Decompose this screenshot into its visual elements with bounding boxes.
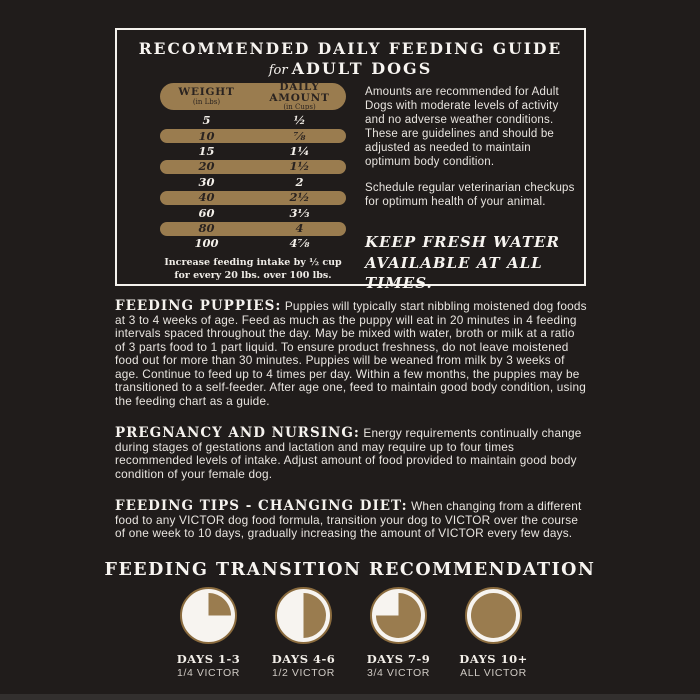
table-row — [160, 206, 346, 220]
table-row — [160, 191, 346, 205]
daily-amount-column-header: DAILY AMOUNT (in Cups) — [269, 81, 330, 111]
weight-value: 100 — [194, 236, 219, 251]
weight-value: 15 — [198, 144, 215, 159]
guide-subtitle-text: ADULT DOGS — [291, 59, 433, 78]
pie-ring — [465, 587, 522, 644]
half-pie-icon — [281, 593, 326, 638]
amount-value: 1¼ — [289, 144, 310, 159]
table-row — [160, 129, 346, 143]
guide-subtitle — [117, 59, 584, 78]
image-bottom-edge — [0, 694, 700, 700]
transition-step — [161, 587, 256, 680]
table-row — [160, 237, 346, 251]
three-quarter-pie-icon — [376, 593, 421, 638]
step-ratio-label: ALL VICTOR — [460, 666, 527, 679]
guide-subtitle-prefix: for — [268, 63, 288, 78]
pregnancy-nursing-body: Energy requirements continually change during stages of gestations and lactation and may require up to four times recommended levels of intake. Adjust amount of food provided to maintain good body condition of your female dog. — [115, 426, 582, 481]
weight-value: 20 — [198, 159, 215, 174]
feeding-tips-heading: FEEDING TIPS - CHANGING DIET: — [115, 498, 408, 514]
veterinarian-note: Schedule regular veterinarian checkups for optimum health of your animal. — [365, 182, 575, 208]
step-days-label: DAYS 4-6 — [271, 652, 336, 666]
amount-value: 1½ — [289, 159, 310, 174]
amount-value: 4⅞ — [289, 236, 310, 251]
footnote-line-1: Increase feeding intake by ½ cup — [164, 257, 342, 268]
transition-steps — [115, 587, 587, 680]
table-row — [160, 160, 346, 174]
quarter-pie-icon — [186, 593, 231, 638]
info-sections — [115, 300, 587, 541]
table-row — [160, 145, 346, 159]
feeding-puppies-body: Puppies will typically start nibbling moistened dog foods at 3 to 4 weeks of age. Feed as much as the puppy will eat in 20 minutes in 4 feeding intervals spaced throughout the day. May be mixed with water, broth or milk at a ratio of 3 parts food to 1 part liquid. To ensure product freshness, do not leave moistened food out for more than 30 minutes. Puppies will be weaned from milk by 3 weeks of age. Continue to feed up to 4 times per day. Within a few months, the puppies may be transitioned to a self-feeder. After age one, feed to maintain good body condition, using the feeding chart as a guide. — [115, 299, 587, 408]
feeding-table-rows — [160, 114, 346, 253]
step-ratio-label: 1/4 VICTOR — [177, 666, 240, 679]
fresh-water-notice — [365, 232, 600, 294]
pie-ring — [370, 587, 427, 644]
amount-value: 3⅓ — [289, 205, 310, 220]
weight-value: 30 — [198, 174, 215, 189]
step-days-label: DAYS 1-3 — [176, 652, 241, 666]
amount-value: 4 — [295, 220, 304, 235]
feeding-tips-body: When changing from a different food to any VICTOR dog food formula, transition your dog to VICTOR over the course of one week to 10 days, gradually increasing the amount of VICTOR every few days. — [115, 499, 582, 540]
pregnancy-nursing-section — [115, 427, 587, 481]
weight-value: 10 — [198, 128, 215, 143]
transition-step — [446, 587, 541, 680]
table-row — [160, 176, 346, 190]
weight-value: 40 — [198, 190, 215, 205]
step-ratio-label: 1/2 VICTOR — [272, 666, 335, 679]
table-footnote — [137, 256, 369, 282]
step-days-label: DAYS 10+ — [459, 652, 528, 666]
amounts-note: Amounts are recommended for Adult Dogs with moderate levels of activity and no adverse weather conditions. These are guidelines and should be adjusted as needed to maintain optimum body condition. — [365, 86, 559, 168]
step-days-label: DAYS 7-9 — [366, 652, 431, 666]
amount-value: ½ — [293, 113, 306, 128]
step-ratio-label: 3/4 VICTOR — [367, 666, 430, 679]
pie-ring — [275, 587, 332, 644]
amount-value: 2½ — [289, 190, 310, 205]
weight-value: 5 — [202, 113, 211, 128]
full-pie-icon — [471, 593, 516, 638]
weight-column-header: WEIGHT (in Lbs) — [178, 86, 235, 106]
table-header-pill — [160, 83, 346, 110]
water-line-1: KEEP FRESH WATER — [365, 233, 560, 251]
amount-value: ⅞ — [293, 128, 306, 143]
guide-title: RECOMMENDED DAILY FEEDING GUIDE — [138, 39, 563, 58]
pie-ring — [180, 587, 237, 644]
feeding-puppies-section — [115, 300, 587, 408]
pregnancy-nursing-heading: PREGNANCY AND NURSING: — [115, 425, 360, 441]
feeding-guide-box — [115, 28, 586, 292]
table-row — [160, 222, 346, 236]
weight-value: 60 — [198, 205, 215, 220]
amount-value: 2 — [295, 174, 304, 189]
transition-step — [256, 587, 351, 680]
table-row — [160, 114, 346, 128]
footnote-line-2: for every 20 lbs. over 100 lbs. — [174, 270, 332, 281]
feeding-tips-section — [115, 500, 587, 541]
feeding-puppies-heading: FEEDING PUPPIES: — [115, 298, 282, 314]
transition-step — [351, 587, 446, 680]
weight-value: 80 — [198, 220, 215, 235]
water-line-2: AVAILABLE AT ALL TIMES. — [365, 253, 543, 292]
transition-heading: FEEDING TRANSITION RECOMMENDATION — [104, 560, 596, 580]
